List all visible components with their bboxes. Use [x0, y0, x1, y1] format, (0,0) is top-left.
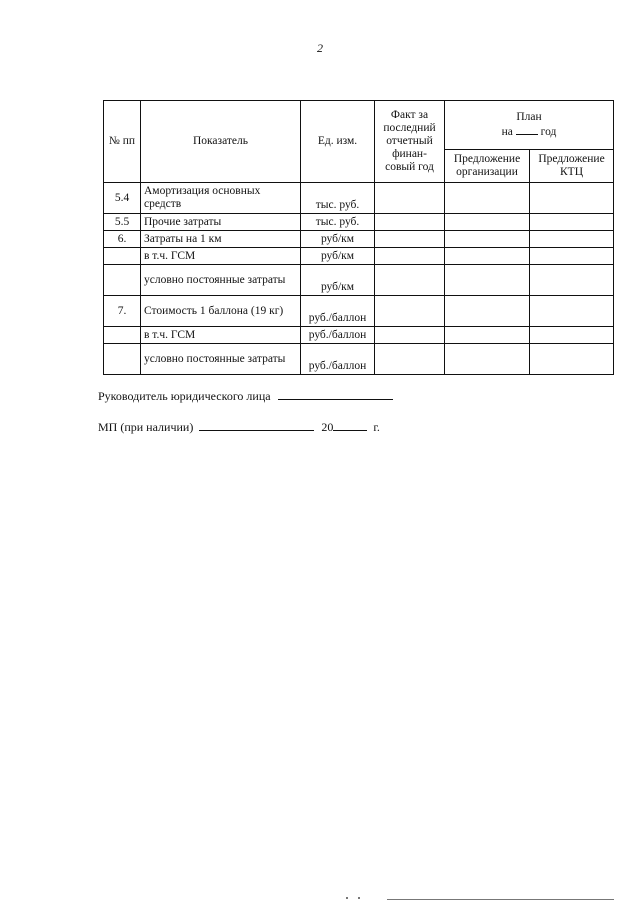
year-suffix: г. [373, 420, 380, 434]
header-fact: Факт за последний отчетный финан-совый год [375, 101, 445, 183]
header-plan [445, 101, 614, 150]
row-name: Стоимость 1 баллона (19 кг) [141, 296, 301, 327]
row-name: Амортизация основных средств [141, 183, 301, 214]
row-num [104, 265, 141, 296]
row-unit: руб/км [301, 231, 375, 248]
plan-ktc-cell[interactable] [530, 214, 614, 231]
header-plan-year [448, 124, 610, 139]
plan-org-cell[interactable] [445, 248, 530, 265]
row-unit: тыс. руб. [301, 214, 375, 231]
row-num [104, 327, 141, 344]
fact-cell[interactable] [375, 214, 445, 231]
header-plan-org: Предложение организации [445, 150, 530, 183]
row-name: Затраты на 1 км [141, 231, 301, 248]
header-plan-ktc: Предложение КТЦ [530, 150, 614, 183]
fact-cell[interactable] [375, 344, 445, 375]
table-row [104, 265, 614, 296]
plan-ktc-cell[interactable] [530, 327, 614, 344]
page-number: 2 [317, 41, 323, 55]
row-name: в т.ч. ГСМ [141, 248, 301, 265]
scan-artifact-dot [346, 897, 348, 899]
scan-artifact-dot [358, 897, 360, 899]
table-row [104, 327, 614, 344]
row-unit: руб./баллон [301, 344, 375, 375]
row-name: условно постоянные затраты [141, 344, 301, 375]
table-row [104, 296, 614, 327]
stamp-label: МП (при наличии) [98, 420, 194, 434]
row-unit: руб/км [301, 248, 375, 265]
stamp-date-line [98, 420, 380, 435]
plan-ktc-cell[interactable] [530, 344, 614, 375]
plan-ktc-cell[interactable] [530, 231, 614, 248]
row-num [104, 248, 141, 265]
table-row [104, 344, 614, 375]
fact-cell[interactable] [375, 231, 445, 248]
fact-cell[interactable] [375, 265, 445, 296]
fact-cell[interactable] [375, 327, 445, 344]
plan-ktc-cell[interactable] [530, 265, 614, 296]
plan-year-prefix: на [501, 126, 513, 138]
plan-org-cell[interactable] [445, 183, 530, 214]
header-plan-title: План [516, 111, 542, 123]
header-num: № пп [104, 101, 141, 183]
fact-cell[interactable] [375, 183, 445, 214]
plan-ktc-cell[interactable] [530, 248, 614, 265]
year-field[interactable] [333, 420, 367, 431]
stamp-field[interactable] [199, 420, 314, 431]
table-row [104, 231, 614, 248]
row-name: Прочие затраты [141, 214, 301, 231]
indicators-table [103, 100, 614, 375]
header-unit: Ед. изм. [301, 101, 375, 183]
scan-artifact-line [387, 899, 614, 900]
plan-org-cell[interactable] [445, 265, 530, 296]
table-row [104, 214, 614, 231]
plan-ktc-cell[interactable] [530, 183, 614, 214]
table-row [104, 183, 614, 214]
fact-cell[interactable] [375, 248, 445, 265]
plan-org-cell[interactable] [445, 231, 530, 248]
row-unit: тыс. руб. [301, 183, 375, 214]
table-row [104, 248, 614, 265]
year-prefix: 20 [321, 420, 334, 434]
row-num: 5.4 [104, 183, 141, 214]
row-num [104, 344, 141, 375]
row-unit: руб./баллон [301, 327, 375, 344]
row-num: 5.5 [104, 214, 141, 231]
plan-year-suffix: год [540, 126, 557, 138]
row-num: 7. [104, 296, 141, 327]
header-indicator: Показатель [141, 101, 301, 183]
row-name: условно постоянные затраты [141, 265, 301, 296]
row-unit: руб/км [301, 265, 375, 296]
fact-cell[interactable] [375, 296, 445, 327]
head-signature-line [98, 389, 393, 404]
row-num: 6. [104, 231, 141, 248]
plan-org-cell[interactable] [445, 344, 530, 375]
plan-org-cell[interactable] [445, 327, 530, 344]
table-header-row [104, 101, 614, 150]
plan-org-cell[interactable] [445, 296, 530, 327]
plan-org-cell[interactable] [445, 214, 530, 231]
plan-year-blank [516, 124, 538, 135]
head-label: Руководитель юридического лица [98, 389, 271, 403]
row-name: в т.ч. ГСМ [141, 327, 301, 344]
head-signature-field[interactable] [278, 389, 393, 400]
plan-ktc-cell[interactable] [530, 296, 614, 327]
row-unit: руб./баллон [301, 296, 375, 327]
